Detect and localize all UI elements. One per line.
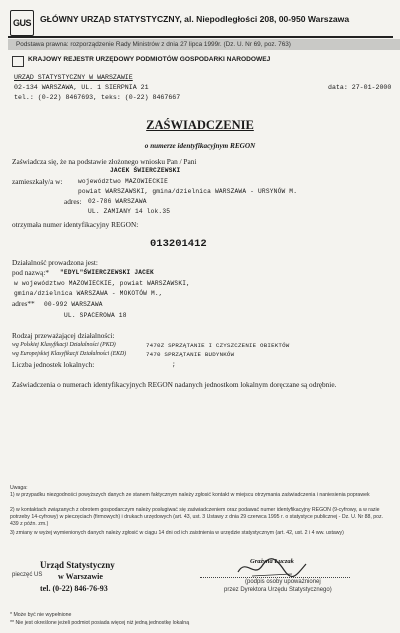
footnote-2: ** Nie jest określone jeżeli podmiot posiada więcej niż jedną jednostkę lokalną — [10, 620, 190, 626]
business-address: 00-992 WARSZAWA — [44, 301, 103, 308]
stamp-line-1: Urząd Statystyczny — [40, 560, 115, 570]
document-subtitle: o numerze identyfikacyjnym REGON — [144, 142, 256, 150]
note-3: 3) zmiany w wyżej wymienionych danych należy zgłosić w ciągu 14 dni od ich zaistnienia w urzędzie statystycznym (art. 42, ust. 2 i 4 ww. ustawy) — [10, 530, 344, 536]
ekd-label: wg Europejskiej Klasyfikacji Działalności (EKD) — [12, 351, 127, 357]
registry-name: KRAJOWY REJESTR URZĘDOWY PODMIOTÓW GOSPODARKI NARODOWEJ — [28, 56, 271, 63]
note-1: 1) w przypadku niezgodności powyższych danych ze stanem faktycznym należy zgłosić kontakt w miejscu otrzymania zaświadczenia i naniesienia poprawek — [10, 492, 370, 498]
main-activity-label: Rodzaj przeważającej działalności: — [12, 331, 115, 340]
stamp-side-label: pieczęć US — [12, 572, 43, 578]
local-units-value: ; — [172, 361, 176, 368]
obtained-label: otrzymała numer identyfikacyjny REGON: — [12, 220, 139, 229]
signature-line — [200, 577, 350, 578]
note-2: 2) w kontaktach związanych z obrotem gospodarczym należy posługiwać się zaświadczeniem oraz podawać numer identyfikacyjny REGON (9-cyfrowy, a w razie potrzeby 14-cyfrowy) w pieczęciach (firmowych) i drukach urzędowych (art. 43, ust. 3 Ustawy z dnia 29 czerwca 1995 r. o statystyce publicznej - Dz. U. Nr 88, poz. 439 z późn. zm.) — [10, 507, 384, 527]
person-name: JACEK ŚWIERCZEWSKI — [110, 167, 181, 174]
office-address: 02-134 WARSZAWA, UL. 1 SIERPNIA 21 — [14, 84, 149, 91]
legal-basis: Podstawa prawna: rozporządzenie Rady Ministrów z dnia 27 lipca 1999r. (Dz. U. Nr 69, poz. 763) — [8, 39, 400, 50]
closing-text: Zaświadczenia o numerach identyfikacyjnych REGON nadanych jednostkom lokalnym doręczane są odrębnie. — [12, 380, 337, 389]
issue-date: data: 27-01-2000 — [328, 84, 392, 91]
resident-county: powiat WARSZAWSKI, gmina/dzielnica WARSZAWA - URSYNÓW M. — [78, 188, 298, 195]
resident-province: województwo MAZOWIECKIE — [78, 178, 169, 185]
under-name-label: pod nazwą:* — [12, 268, 50, 277]
institution-header: GŁÓWNY URZĄD STATYSTYCZNY, al. Niepodległości 208, 00-950 Warszawa — [40, 14, 350, 24]
business-street: UL. SPACEROWA 18 — [64, 312, 127, 319]
stamp-line-2: w Warszawie — [58, 572, 103, 581]
signature-name: Grażyna Łuczak — [250, 558, 294, 565]
ekd-value: 7470 SPRZĄTANIE BUDYNKÓW — [146, 351, 235, 358]
resident-address-label: adres: — [64, 197, 82, 206]
stamp-line-3: tel. (0-22) 846-76-93 — [40, 584, 108, 593]
signature-caption-1: (podpis osoby upoważnionej — [245, 579, 321, 585]
pkd-value: 7470Z SPRZĄTANIE I CZYSZCZENIE OBIEKTÓW — [146, 342, 290, 349]
resident-label: zamieszkały/a w: — [12, 177, 63, 186]
regon-number: 013201412 — [150, 238, 207, 250]
activity-label: Działalność prowadzona jest: — [12, 258, 98, 267]
business-address-label: adres** — [12, 299, 35, 308]
business-name: "EDYL"ŚWIERCZEWSKI JACEK — [60, 269, 154, 276]
gus-logo: GUS — [10, 10, 34, 36]
registry-icon — [12, 56, 24, 67]
resident-street: UL. ZAMIANY 14 lok.35 — [88, 208, 171, 215]
business-location-1: w województwo MAZOWIECKIE, powiat WARSZAWSKI, — [14, 280, 191, 287]
intro-text: Zaświadcza się, że na podstawie złożonego wniosku Pan / Pani — [12, 157, 197, 166]
notes-heading: Uwaga: — [10, 485, 28, 491]
pkd-label: wg Polskiej Klasyfikacji Działalności (PKD) — [12, 342, 116, 348]
office-name: URZĄD STATYSTYCZNY W WARSZAWIE — [14, 74, 133, 81]
local-units-label: Liczba jednostek lokalnych: — [12, 360, 95, 369]
footnote-1: * Może być nie wypełnione — [10, 612, 72, 618]
signature-caption-2: przez Dyrektora Urzędu Statystycznego) — [224, 587, 332, 593]
office-phones: tel.: (0-22) 8467693, teks: (0-22) 8467667 — [14, 94, 181, 101]
document-title: ZAŚWIADCZENIE — [146, 118, 254, 132]
resident-address: 02-786 WARSZAWA — [88, 198, 147, 205]
business-location-2: gmina/dzielnica WARSZAWA - MOKOTÓW M., — [14, 290, 163, 297]
header-divider — [8, 36, 393, 38]
